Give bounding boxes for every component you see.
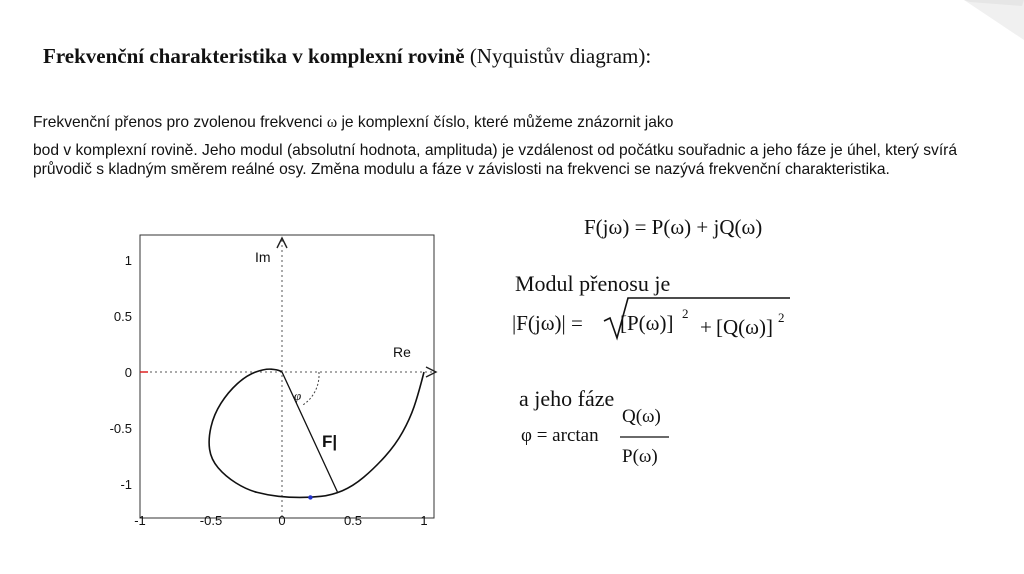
modul-lhs: |F(jω)| =	[512, 311, 583, 335]
y-tick-label: 0	[124, 365, 132, 380]
x-tick-label: 0.5	[343, 513, 363, 528]
title-bold: Frekvenční charakteristika v komplexní rovině	[43, 44, 465, 68]
real-axis-label: Re	[393, 344, 411, 360]
modul-exp2: 2	[778, 310, 785, 325]
marked-point	[308, 495, 312, 499]
x-tick-label: 1	[420, 513, 428, 528]
fraction-numerator: Q(ω)	[622, 406, 661, 427]
y-tick-label: -0.5	[109, 421, 132, 436]
x-tick-label: 0	[278, 513, 286, 528]
x-tick-label: -1	[134, 513, 146, 528]
paragraph1-part-b: je komplexní číslo, které můžeme znázornit jako	[337, 114, 674, 131]
y-tick-label: 0.5	[113, 309, 132, 324]
paragraph1-part-a: Frekvenční přenos pro zvolenou frekvenci	[33, 114, 327, 131]
y-tick-label: 1	[124, 253, 132, 268]
title-normal: (Nyquistův diagram):	[464, 44, 652, 68]
phi-lhs: φ = arctan	[521, 425, 599, 446]
modul-term1: [P(ω)]	[620, 311, 674, 335]
paragraph-explanation: bod v komplexní rovině. Jeho modul (absolutní hodnota, amplituda) je vzdálenost od počátku souřadnic a jeho fáze je úhel, který svírá průvodič s kladným směrem reálné osy. Změna modulu a fáze v závislosti na frekvenci se nazývá frekvenční charakteristika.	[33, 142, 958, 178]
faze-label: a jeho fáze	[519, 386, 615, 411]
modul-label: Modul přenosu je	[515, 271, 671, 296]
omega-symbol: ω	[326, 114, 338, 131]
x-tick-label: -0.5	[199, 513, 223, 528]
y-tick-label: -1	[120, 477, 132, 492]
modul-term2: [Q(ω)]	[716, 315, 773, 339]
plot-frame	[140, 235, 434, 518]
modul-plus: +	[700, 315, 712, 339]
imag-axis-label: Im	[255, 249, 271, 265]
modul-exp1: 2	[682, 306, 689, 321]
transfer-equation: F(jω) = P(ω) + jQ(ω)	[584, 215, 763, 239]
vector-label: F|	[322, 432, 338, 451]
angle-arc	[302, 372, 319, 406]
angle-label: φ	[294, 388, 302, 403]
fraction-denominator: P(ω)	[622, 446, 658, 467]
